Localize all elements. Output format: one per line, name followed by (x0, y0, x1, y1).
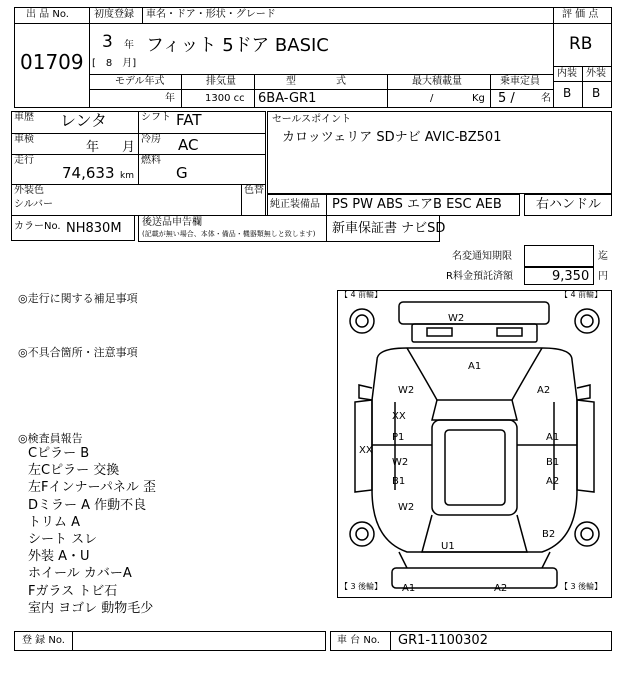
notice-unit: 迄 (598, 251, 608, 262)
post-report-label: 後送品申告欄 (142, 217, 202, 228)
post-report-items: 新車保証書 ナビSD (332, 221, 446, 236)
corner-front-left: 【 4 前輪】 (340, 290, 383, 299)
sales-point-label: セールスポイント (272, 114, 352, 125)
inspector-note-line: 外装 A・U (28, 549, 90, 565)
max-load-label: 最大積載量 (412, 76, 462, 87)
mark-p1: P1 (392, 432, 405, 443)
color-no-value: NH830M (66, 221, 122, 236)
inspection-month: 月 (122, 140, 136, 155)
model-label: 型 式 (286, 76, 346, 87)
mark-w2-left-door: W2 (392, 457, 409, 468)
mark-b1-left-door: B1 (392, 476, 406, 487)
mark-w2-left-fender: W2 (398, 385, 415, 396)
inspector-note-line: Fガラス トビ石 (28, 583, 118, 599)
interior-label: 内装 (557, 68, 577, 79)
capacity-label: 乗車定員 (500, 76, 540, 87)
mark-b2: B2 (542, 529, 556, 540)
defects-notes-title: ◎不具合箇所・注意事項 (18, 346, 138, 359)
steering-value: 右ハンドル (536, 197, 602, 212)
model-value: 6BA-GR1 (258, 91, 317, 106)
car-outline-diagram (337, 290, 612, 598)
reg-no-label: 登 録 No. (22, 635, 65, 646)
recycle-unit: 円 (598, 271, 608, 282)
fuel-value: G (176, 164, 188, 182)
mark-w2-left-rear: W2 (398, 502, 415, 513)
corner-front-right: 【 4 前輪】 (560, 290, 603, 299)
mark-b1-right-door: B1 (546, 457, 560, 468)
inspection-year: 年 (86, 140, 100, 155)
max-load-unit: Kg (472, 93, 485, 104)
recycle-label: R料金預託済額 (446, 271, 513, 282)
sales-point-value: カロッツェリア SDナビ AVIC-BZ501 (282, 130, 502, 145)
displacement-label: 排気量 (206, 76, 236, 87)
capacity-value: 5 / (498, 91, 515, 106)
equipment-label: 純正装備品 (270, 199, 320, 210)
lot-label: 出 品 No. (26, 9, 69, 20)
mileage-unit: km (120, 171, 134, 181)
corner-rear-right: 【 3 後輪】 (560, 582, 603, 591)
notice-label: 名変通知期限 (452, 251, 512, 262)
mark-a2-right-fender: A2 (537, 385, 551, 396)
shift-label: シフト (141, 112, 171, 123)
inspector-notes-title: ◎検査員報告 (18, 432, 83, 445)
capacity-unit: 名 (541, 93, 551, 104)
inspector-note-line: シート スレ (28, 532, 98, 547)
chassis-no-value: GR1-1100302 (398, 633, 488, 648)
ac-label: 冷房 (141, 134, 161, 145)
color-no-label: カラーNo. (14, 221, 61, 232)
car-name: フィット 5ドア BASIC (146, 35, 329, 56)
notice-value-box (524, 245, 594, 267)
post-report-note: (記載が無い場合、本体・備品・機器類無しと致します) (142, 230, 316, 238)
fuel-label: 燃料 (141, 155, 161, 166)
inspection-label: 車検 (14, 134, 34, 145)
inspector-note-line: 左Fインナーパネル 歪 (28, 480, 156, 496)
equipment-value: PS PW ABS エアB ESC AEB (332, 197, 502, 212)
driving-notes-title: ◎走行に関する補足事項 (18, 292, 138, 305)
max-load-slash: / (430, 93, 434, 104)
mark-a2-right-door: A2 (546, 476, 560, 487)
mileage-label: 走行 (14, 155, 34, 166)
inspector-note-line: ホイール カバーA (28, 566, 132, 582)
color-value: シルバー (14, 199, 54, 210)
recycle-value: 9,350 (552, 269, 590, 284)
inspector-note-line: 左Cピラー 交換 (28, 463, 120, 479)
exterior-score: B (592, 86, 601, 100)
color-label: 外装色 (14, 185, 44, 196)
mark-a1-right-door: A1 (546, 432, 560, 443)
mark-u1: U1 (441, 541, 455, 552)
first-reg-year-unit: 年 (124, 40, 134, 51)
interior-score: B (563, 86, 572, 100)
inspector-note-line: トリム A (28, 514, 81, 530)
score-value: RB (569, 34, 593, 54)
model-year-label: モデル年式 (115, 76, 165, 87)
ac-value: AC (178, 136, 199, 154)
mileage-value: 74,633 (62, 164, 115, 182)
mark-xx-roof: XX (392, 411, 406, 422)
first-reg-month: [ 8 月] (92, 58, 137, 69)
mark-xx-left: XX (359, 445, 373, 456)
corner-rear-left: 【 3 後輪】 (340, 582, 383, 591)
exterior-label: 外装 (586, 68, 606, 79)
model-year-value: 年 (165, 93, 175, 104)
recolor-label: 色替 (244, 185, 264, 196)
history-label: 車歴 (14, 112, 34, 123)
mark-w2-bumper: W2 (448, 313, 465, 324)
inspector-note-line: Dミラー A 作動不良 (28, 497, 147, 513)
inspector-note-line: 室内 ヨゴレ 動物毛少 (28, 600, 154, 616)
inspector-note-line: Cピラー B (28, 446, 90, 461)
mark-a1-hood: A1 (468, 361, 482, 372)
history-value: レンタ (60, 111, 107, 130)
lot-number: 01709 (20, 50, 84, 74)
score-label: 評 価 点 (562, 9, 599, 20)
mark-a1-rear: A1 (402, 583, 416, 594)
shift-value: FAT (176, 111, 202, 129)
first-reg-year: 3 (102, 32, 113, 52)
displacement-value: 1300 cc (205, 93, 245, 104)
car-name-label: 車名・ドア・形状・グレード (146, 9, 276, 20)
first-reg-label: 初度登録 (94, 9, 134, 20)
mark-a2-rear: A2 (494, 583, 508, 594)
chassis-no-label: 車 台 No. (337, 635, 380, 646)
